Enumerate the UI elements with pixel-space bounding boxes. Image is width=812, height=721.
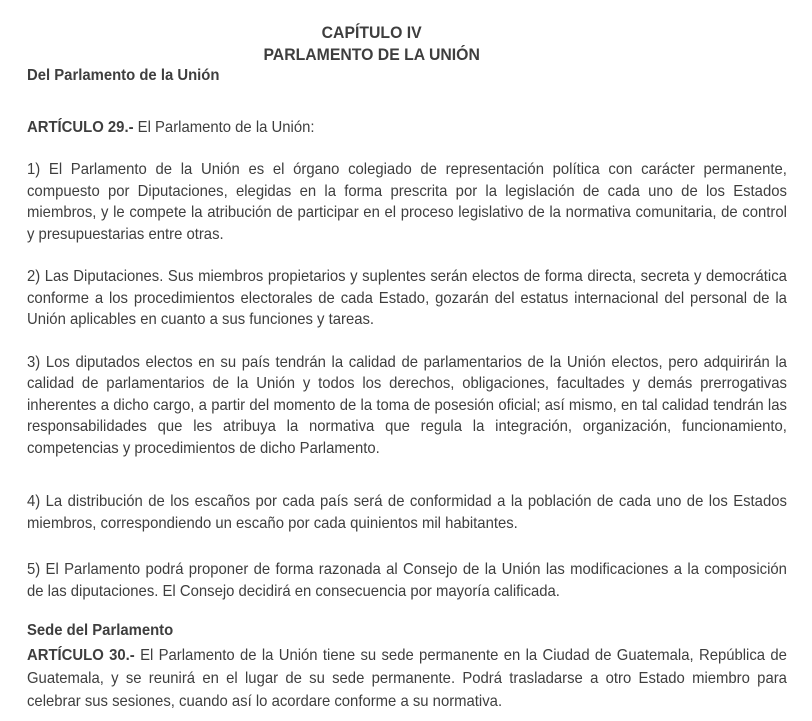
article-29-clause-2: 2) Las Diputaciones. Sus miembros propietarios y suplentes serán electos de forma directa, secreta y democrática conforme a los procedimientos electorales de cada Estado, gozarán del estatus internacional del personal de la Unión aplicables en cuanto a sus funciones y tareas. <box>27 268 787 328</box>
article-29-clause-4: 4) La distribución de los escaños por cada país será de conformidad a la población de cada uno de los Estados miembros, correspondiendo un escaño por cada quinientos mil habitantes. <box>27 493 787 532</box>
document-content <box>27 22 787 713</box>
article-30-label: ARTÍCULO 30.- <box>27 646 135 664</box>
chapter-title-heading: PARLAMENTO DE LA UNIÓN <box>263 44 480 64</box>
chapter-number-heading: CAPÍTULO IV <box>321 23 422 42</box>
seat-section-heading: Sede del Parlamento <box>27 622 174 639</box>
article-29-clause-3: 3) Los diputados electos en su país tendrán la calidad de parlamentarios de la Unión electos, pero adquirirán la calidad de parlamentarios de la Unión y todos los derechos, obligaciones, facultades y demás prerrogativas inherentes a dicho cargo, a partir del momento de la toma de posesión oficial; así mismo, en tal calidad tendrán las responsabilidades que les atribuya la normativa que regula la integración, organización, funcionamiento, competencias y procedimientos de dicho Parlamento. <box>27 353 787 457</box>
article-29-intro-text: El Parlamento de la Unión: <box>137 118 315 136</box>
article-29-clause-5: 5) El Parlamento podrá proponer de forma razonada al Consejo de la Unión las modificaciones a la composición de las diputaciones. El Consejo decidirá en consecuencia por mayoría calificada. <box>27 561 787 600</box>
article-29-clause-1: 1) El Parlamento de la Unión es el órgano colegiado de representación política con carácter permanente, compuesto por Diputaciones, elegidas en la forma prescrita por la legislación de cada uno de los Estados miembros, y le compete la atribución de participar en el proceso legislativo de la normativa comunitaria, de control y presupuestarias entre otras. <box>27 161 787 243</box>
article-29-intro-line <box>27 117 787 139</box>
chapter-header <box>27 22 787 65</box>
section-heading: Del Parlamento de la Unión <box>27 67 220 84</box>
article-30-text: El Parlamento de la Unión tiene su sede permanente en la Ciudad de Guatemala, República de Guatemala, y se reunirá en el lugar de su sede permanente. Podrá trasladarse a otro Estado miembro para celebrar sus sesiones, cuando así lo acordare conforme a su normativa. <box>27 646 787 710</box>
article-29-label: ARTÍCULO 29.- <box>27 118 134 136</box>
article-30-paragraph <box>27 644 787 713</box>
